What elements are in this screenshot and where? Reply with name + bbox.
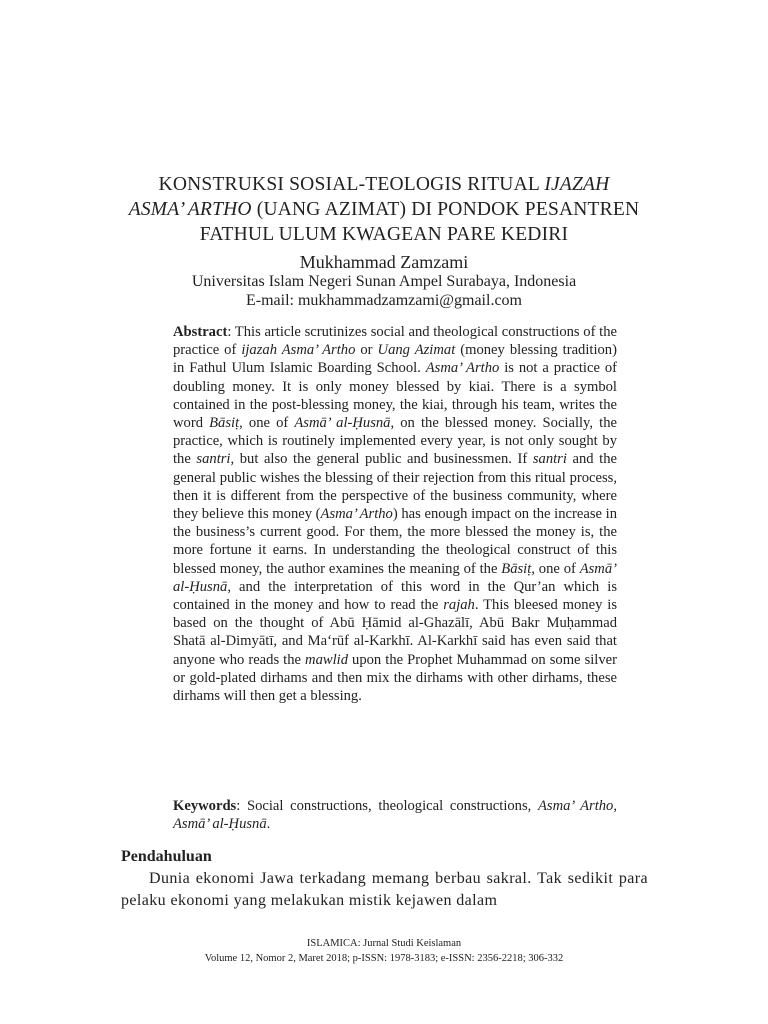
body-paragraph: Dunia ekonomi Jawa terkadang memang berbau sakral. Tak sedikit para pelaku ekonomi yang melakukan mistik kejawen dalam [121, 870, 648, 909]
keywords: Keywords: Social constructions, theological constructions, Asma’ Artho, Asmā’ al-Ḥusnā. [173, 798, 617, 833]
author-affiliation: Universitas Islam Negeri Sunan Ampel Surabaya, Indonesia [191, 273, 577, 290]
author-email: E-mail: mukhammadzamzami@gmail.com [246, 292, 522, 309]
abstract-label: Abstract [173, 324, 228, 340]
abstract: Abstract: This article scrutinizes social and theological constructions of the practice of ijazah Asma’ Artho or Uang Azimat (money blessing tradition) in Fathul Ulum Islamic Boarding School. Asma’ Artho is not a practice of doubling money. It is only money blessed by kiai. There is a symbol contained in the post-blessing money, the kiai, through his team, writes the word Bāsiṭ, one of Asmā’ al-Ḥusnā, on the blessed money. Socially, the practice, which is routinely implemented every year, is not only sought by the santri, but also the general public and businessmen. If santri and the general public wishes the blessing of their rejection from this ritual process, then it is different from the perspective of the business community, where they believe this money (Asma’ Artho) has enough impact on the increase in the business’s current good. For them, the more blessed the money is, the more fortune it earns. In understanding the theological construct of this blessed money, the author examines the meaning of the Bāsiṭ, one of Asmā’ al-Ḥusnā, and the interpretation of this word in the Qur’an which is contained in the money and how to read the rajah. This bleesed money is based on the thought of Abū Ḥāmid al-Ghazālī, Abū Bakr Muḥammad Shatā al-Dimyātī, and Ma‘rūf al-Karkhī. Al-Karkhī said has even said that anyone who reads the mawlid upon the Prophet Muhammad on some silver or gold-plated dirhams and then mix the dirhams with other dirhams, these dirhams will then get a blessing. [173, 324, 618, 705]
journal-citation: Volume 12, Nomor 2, Maret 2018; p-ISSN: 1978-3183; e-ISSN: 2356-2218; 306-332 [204, 953, 564, 964]
title-line-1: KONSTRUKSI SOSIAL-TEOLOGIS RITUAL IJAZAH [158, 174, 610, 195]
keywords-label: Keywords [173, 798, 237, 814]
page-footer [100, 936, 668, 966]
author-name: Mukhammad Zamzami [299, 252, 469, 272]
journal-name: ISLAMICA: Jurnal Studi Keislaman [306, 938, 462, 949]
section-heading: Pendahuluan [121, 848, 212, 865]
title-line-2: ASMA’ ARTHO (UANG AZIMAT) DI PONDOK PESANTREN [128, 199, 640, 220]
title-line-3: FATHUL ULUM KWAGEAN PARE KEDIRI [199, 224, 569, 245]
paper-title [100, 172, 668, 247]
